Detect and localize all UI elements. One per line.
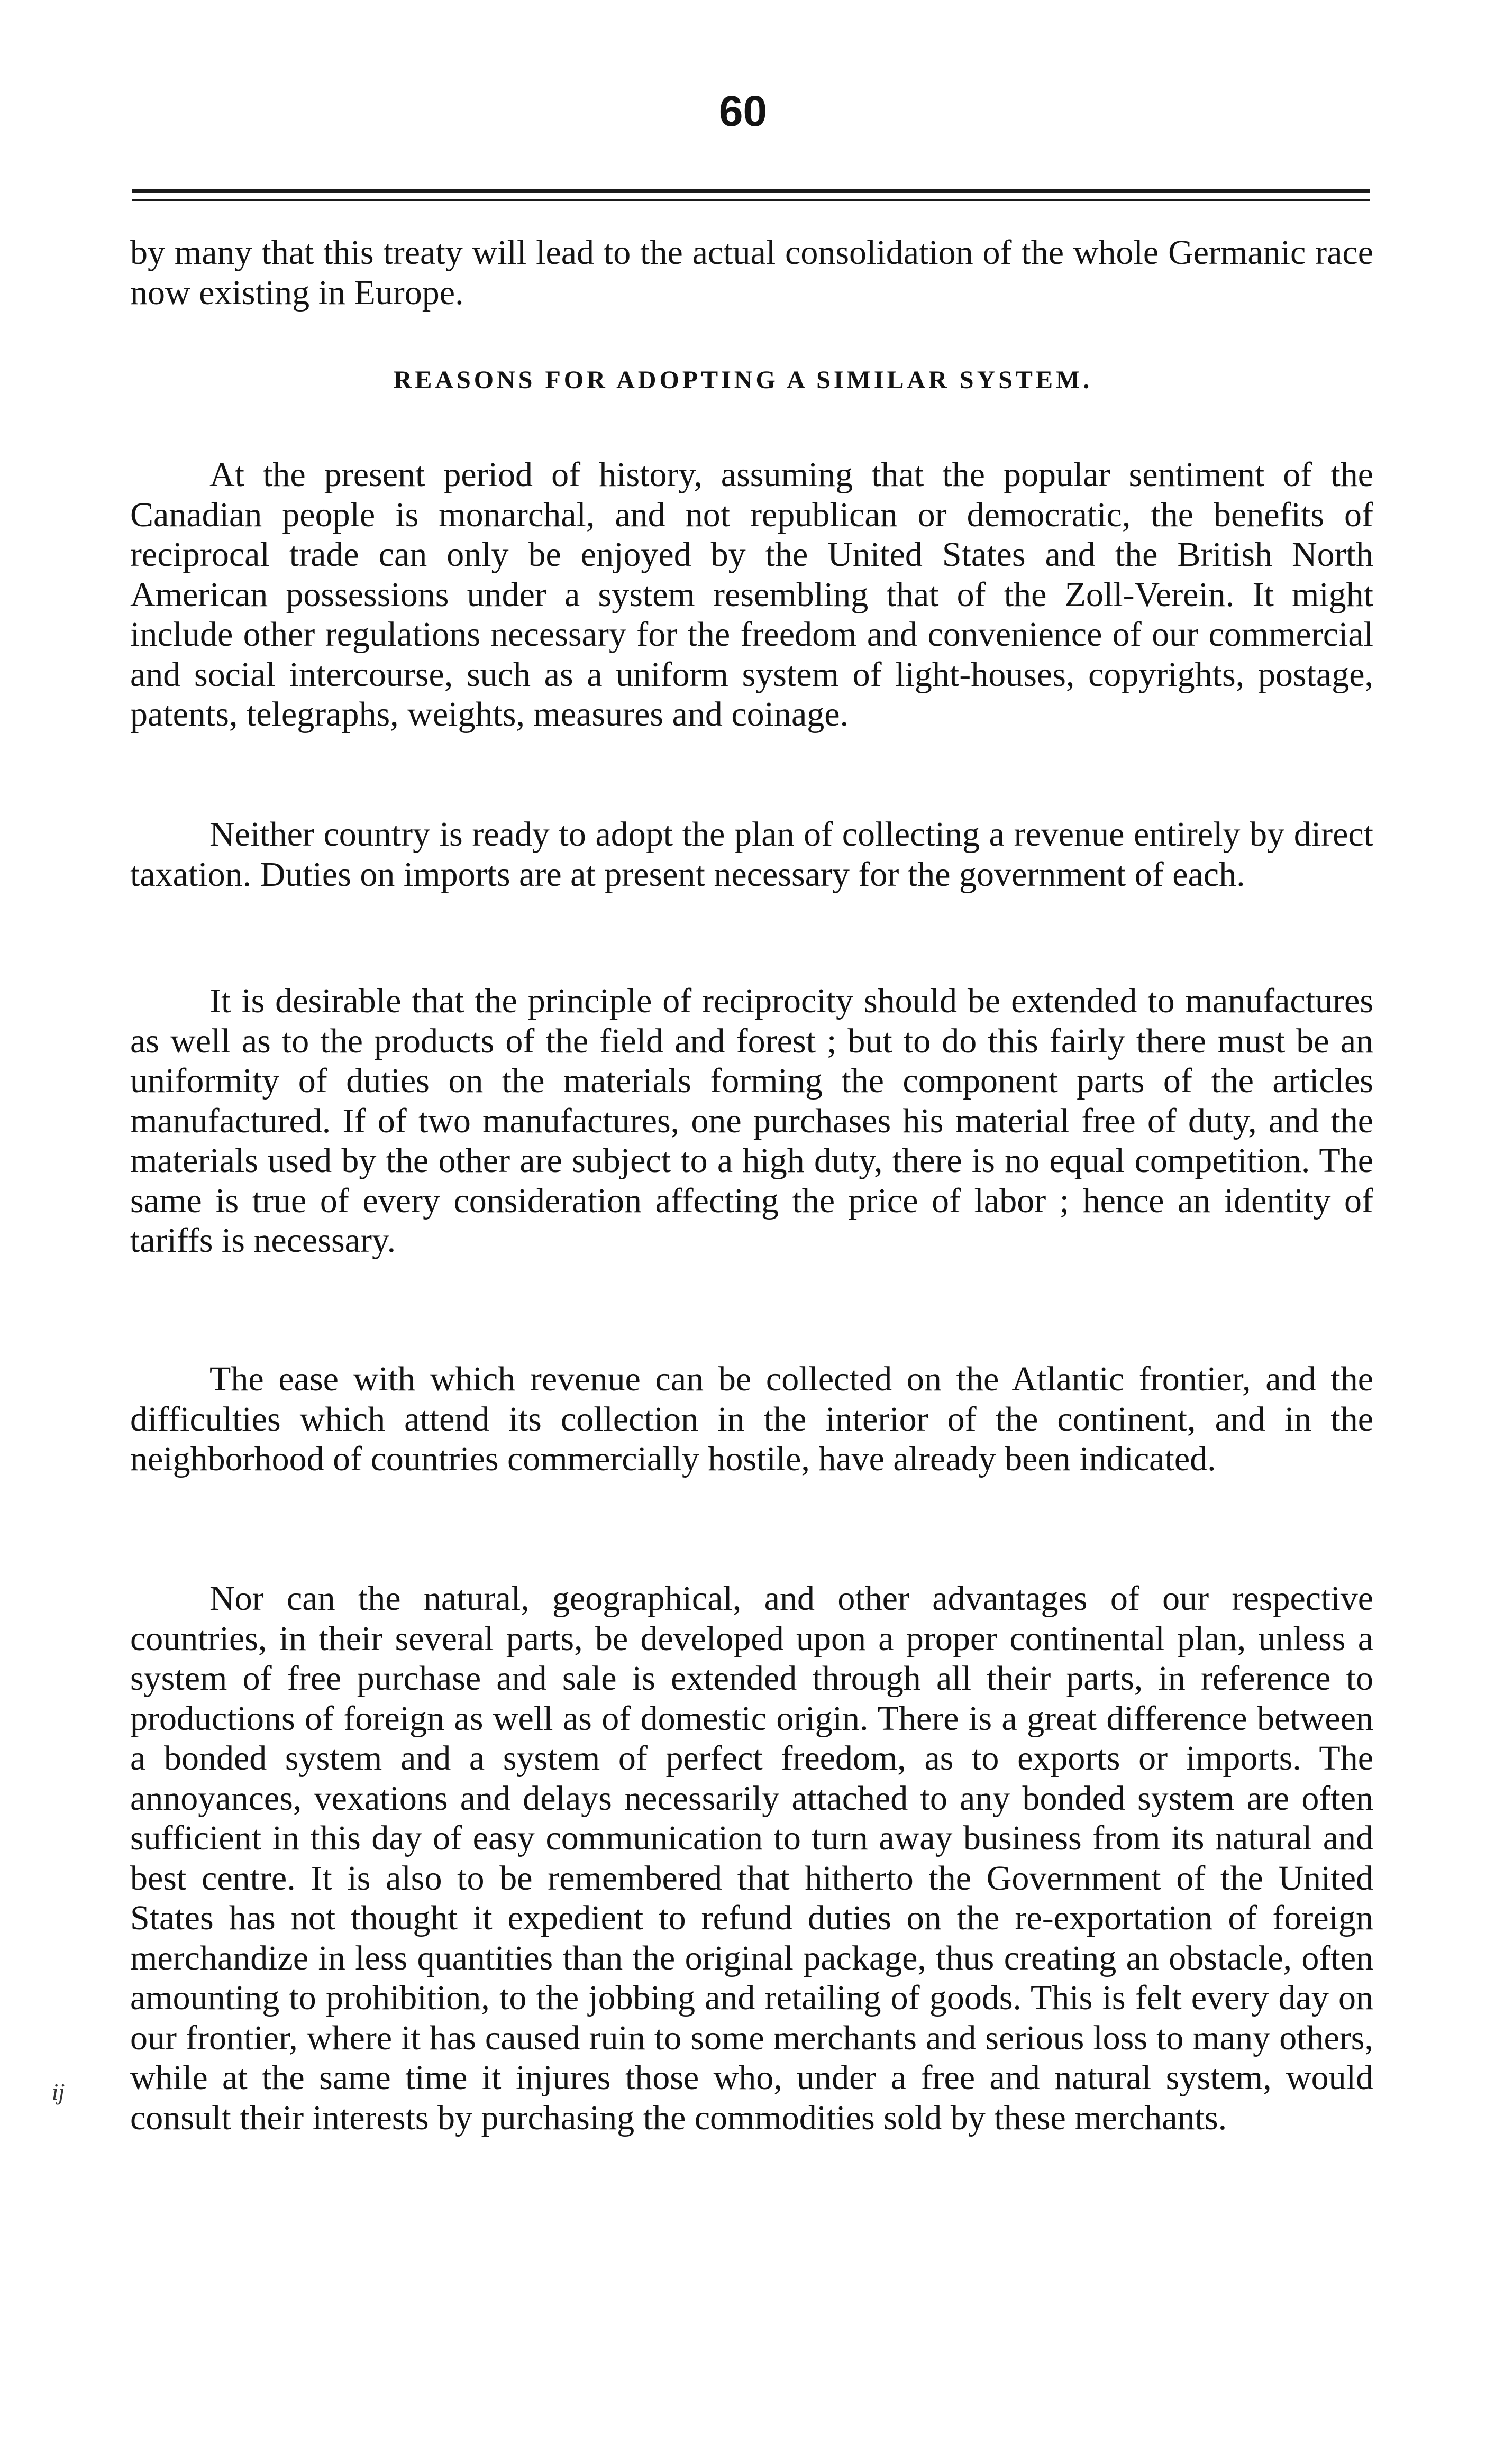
paragraph-reciprocity-manufactures: It is desirable that the principle of reciprocity should be extended to manufactures as well as to the products of the field and forest ; but to do this fairly there must be an uniformity of duties on the materials forming the component parts of the articles manufactured. If of two manufactures, one purchases his material free of duty, and the materials used by the other are subject to a high duty, there is no equal competition. The same is true of every consideration affecting the price of labor ; hence an identity of tariffs is necessary. bbox=[130, 982, 1373, 1260]
header-rule-thick bbox=[132, 189, 1370, 193]
paragraph-free-purchase-system: Nor can the natural, geographical, and other advantages of our respective countries, in their several parts, be developed upon a proper continental plan, unless a system of free purchase and sale is extended through all their parts, in reference to productions of foreign as well as of domestic origin. There is a great difference between a bonded system and a system of perfect freedom, as to exports or imports. The annoyances, vexations and delays necessarily attached to any bonded system are often sufficient in this day of easy communication to turn away business from its natural and best centre. It is also to be remembered that hitherto the Government of the United States has not thought it expedient to refund duties on the re-exportation of foreign merchandize in less quantities than the original package, thus creating an obstacle, often amounting to prohibition, to the jobbing and retailing of goods. This is felt every day on our frontier, where it has caused ruin to some merchants and serious loss to many others, while at the same time it injures those who, under a free and natural system, would consult their interests by purchasing the commodities sold by these merchants. bbox=[130, 1579, 1373, 2137]
paragraph-continuation: by many that this treaty will lead to the actual consolidation of the whole Germanic race now existing in Europe. bbox=[130, 233, 1373, 312]
paragraph-direct-taxation: Neither country is ready to adopt the plan of collecting a revenue entirely by direct taxation. Duties on imports are at present necessary for the government of each. bbox=[130, 815, 1373, 894]
header-rule-thin bbox=[132, 199, 1370, 201]
paragraph-revenue-collection: The ease with which revenue can be collected on the Atlantic frontier, and the difficulties which attend its collection in the interior of the continent, and in the neighborhood of countries commercially hostile, have already been indicated. bbox=[130, 1360, 1373, 1478]
section-heading: REASONS FOR ADOPTING A SIMILAR SYSTEM. bbox=[393, 366, 1093, 394]
margin-mark: ij bbox=[52, 2079, 65, 2105]
paragraph-canadian-sentiment: At the present period of history, assuming that the popular sentiment of the Canadian people is monarchal, and not republican or democratic, the benefits of reciprocal trade can only be enjoyed by the United States and the British North American possessions under a system resembling that of the Zoll-Verein. It might include other regulations necessary for the freedom and convenience of our commercial and social intercourse, such as a uniform system of light-houses, copyrights, postage, patents, telegraphs, weights, measures and coinage. bbox=[130, 455, 1373, 734]
page-number: 60 bbox=[718, 87, 768, 135]
